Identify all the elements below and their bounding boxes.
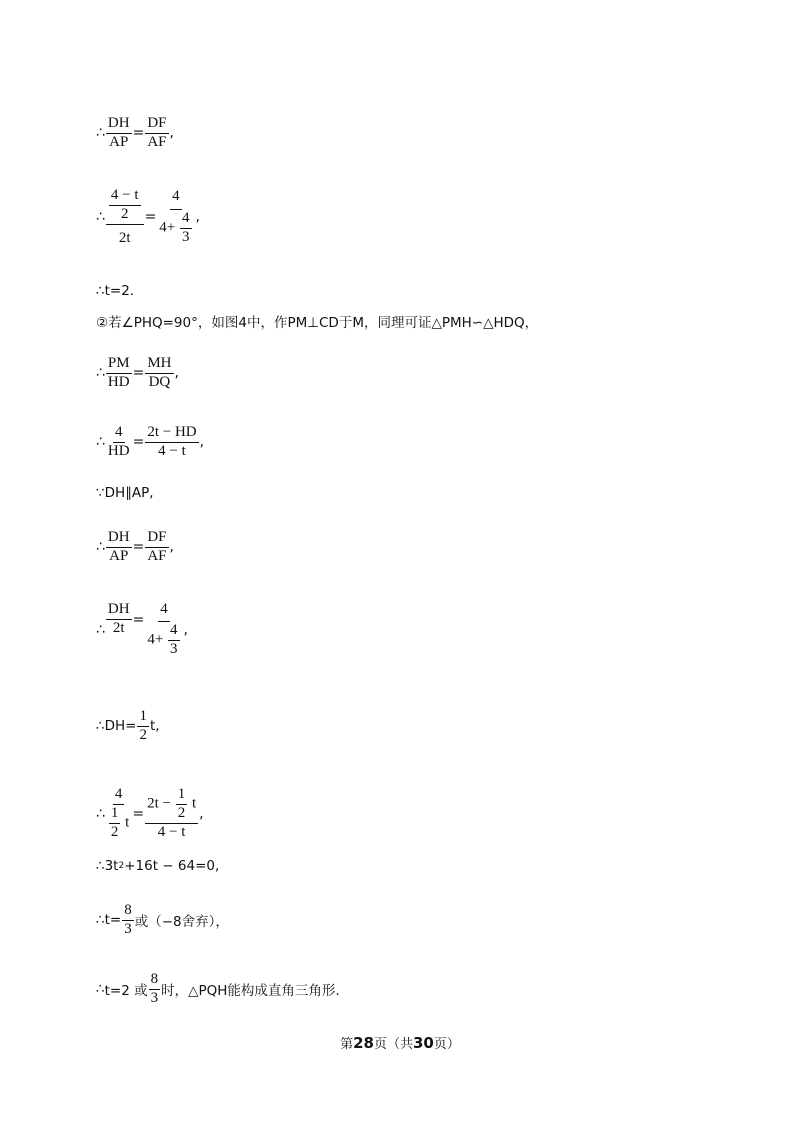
therefore-symbol: ∴ xyxy=(96,283,105,299)
eq-line-14-conclusion: ∴ t=2 或 $\frac{8}{3}$ 时，△PQH能构成直角三角形. xyxy=(96,971,340,1006)
fraction-mh-dq: $\frac{MH}{DQ}$ xyxy=(147,355,172,390)
inner-fraction: $\frac{1}{2}$ xyxy=(177,786,186,821)
therefore-symbol: ∴ xyxy=(96,125,105,142)
inner-fraction: $\frac{4}{3}$ xyxy=(182,209,190,245)
eq-line-8: ∴ $\frac{DH}{AP}$ = $\frac{DF}{AF}$ , xyxy=(96,529,174,564)
fraction-df-af: $\frac{DF}{AF}$ xyxy=(147,529,167,564)
therefore-symbol: ∴ xyxy=(96,209,105,226)
inner-fraction: $\frac{1}{2}$ xyxy=(110,804,119,840)
fraction-df-af: $\frac{DF}{AF}$ xyxy=(147,115,167,150)
therefore-symbol: ∴ xyxy=(96,912,105,929)
eq-line-3: ∴ t=2. xyxy=(96,283,135,299)
inner-fraction: $\frac{4 - t}{2}$ xyxy=(110,187,139,222)
compound-fraction-right: 4 4+ $\frac{4}{3}$ xyxy=(147,601,178,657)
fraction-dh-ap: $\frac{DH}{AP}$ xyxy=(107,529,130,564)
compound-fraction-right: 2t − $\frac{1}{2}$ t 4 − t xyxy=(147,786,197,840)
compound-fraction-left: $\frac{\frac{4 - t}{2}}{2t}$ xyxy=(106,188,144,246)
eq-line-9: ∴ $\frac{DH}{2t}$ = 4 4+ $\frac{4}{3}$ , xyxy=(96,601,188,657)
therefore-symbol: ∴ xyxy=(96,805,105,822)
eq-line-7: ∵ DH∥AP, xyxy=(96,485,154,501)
inner-fraction: $\frac{4}{3}$ xyxy=(170,621,178,657)
fraction-4-hd: $\frac{4}{HD}$ xyxy=(107,424,130,459)
therefore-symbol: ∴ xyxy=(96,718,105,735)
page-footer: 第28页（共30页） xyxy=(340,1034,460,1052)
eq-line-2: ∴ $\frac{\frac{4 - t}{2}}{2t}$ = 4 4+ $\frac{4}{3}$ , xyxy=(96,187,200,246)
eq-line-11: ∴ 4 $\frac{1}{2}$ t = 2t − $\frac{1}{2}$ t 4 − t , xyxy=(96,786,204,840)
text-line-case-2: ②若∠PHQ=90°，如图4中，作PM⊥CD于M，同理可证△PMH∽△HDQ， xyxy=(96,315,539,331)
fraction-dh-2t: $\frac{DH}{2t}$ xyxy=(107,601,130,636)
eq-line-5: ∴ $\frac{PM}{HD}$ = $\frac{MH}{DQ}$ , xyxy=(96,355,179,390)
eq-line-12: ∴ 3t 2 +16t − 64=0, xyxy=(96,858,220,874)
eq-line-6: ∴ $\frac{4}{HD}$ = $\frac{2t - HD}{4 - t}$ , xyxy=(96,424,205,459)
eq-line-1: ∴ $\frac{DH}{AP}$ = $\frac{DF}{AF}$ , xyxy=(96,115,174,150)
fraction-1-2: $\frac{1}{2}$ xyxy=(139,708,147,743)
therefore-symbol: ∴ xyxy=(96,621,105,638)
because-symbol: ∵ xyxy=(96,485,105,501)
therefore-symbol: ∴ xyxy=(96,858,105,874)
eq-line-10: ∴ DH= $\frac{1}{2}$ t, xyxy=(96,708,160,743)
compound-fraction-left: 4 $\frac{1}{2}$ t xyxy=(110,786,130,840)
fraction-8-3: $\frac{8}{3}$ xyxy=(124,902,132,937)
fraction-pm-hd: $\frac{PM}{HD}$ xyxy=(107,355,130,390)
current-page-number: 28 xyxy=(353,1034,374,1052)
total-page-count: 30 xyxy=(413,1034,434,1052)
eq-line-13: ∴ t= $\frac{8}{3}$ 或（−8舍弃）， xyxy=(96,902,229,937)
fraction-8-3: $\frac{8}{3}$ xyxy=(150,971,159,1006)
therefore-symbol: ∴ xyxy=(96,539,105,556)
compound-fraction-right: 4 4+ $\frac{4}{3}$ xyxy=(159,188,190,245)
fraction-2t-hd: $\frac{2t - HD}{4 - t}$ xyxy=(147,424,197,459)
therefore-symbol: ∴ xyxy=(96,365,105,382)
therefore-symbol: ∴ xyxy=(96,434,105,451)
therefore-symbol: ∴ xyxy=(96,981,105,998)
fraction-dh-ap: $\frac{DH}{AP}$ xyxy=(107,115,130,150)
